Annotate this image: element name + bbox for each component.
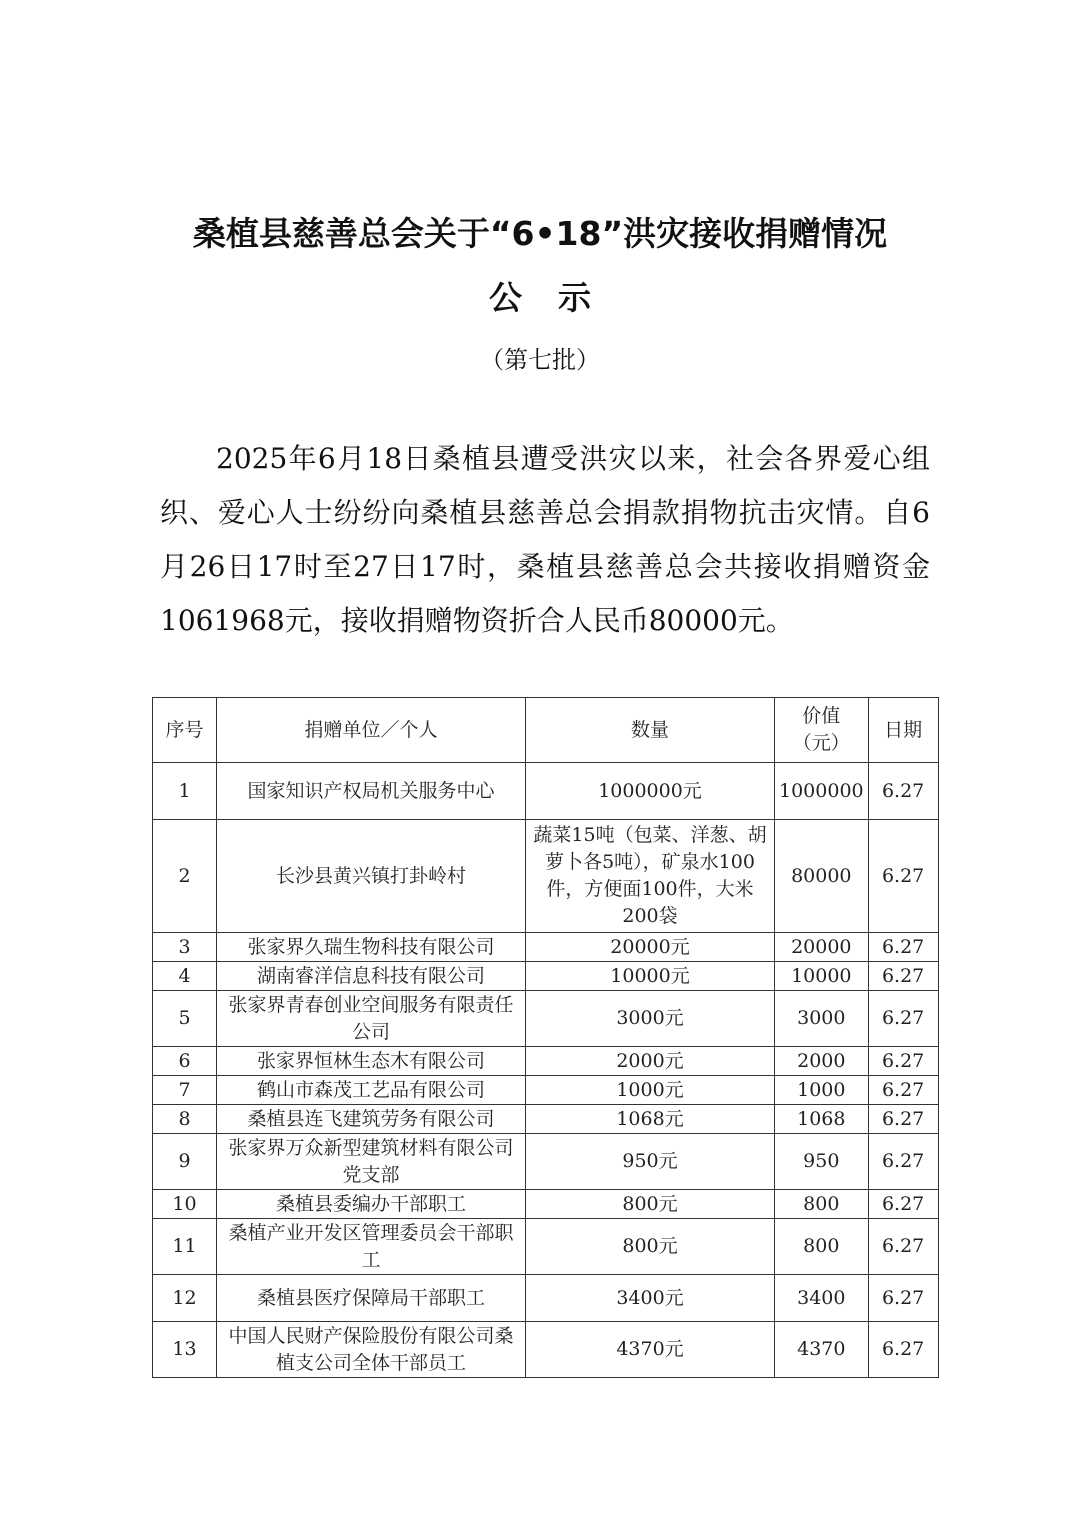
table-row bbox=[153, 1076, 939, 1105]
row-date: 6.27 bbox=[868, 1219, 938, 1275]
table-row bbox=[153, 763, 939, 820]
row-quantity: 4370元 bbox=[526, 1322, 775, 1378]
row-quantity: 10000元 bbox=[526, 962, 775, 991]
row-date: 6.27 bbox=[868, 1190, 938, 1219]
row-donor: 国家知识产权局机关服务中心 bbox=[217, 763, 526, 820]
row-donor: 桑植县医疗保障局干部职工 bbox=[217, 1275, 526, 1322]
row-quantity: 800元 bbox=[526, 1190, 775, 1219]
row-value: 10000 bbox=[775, 962, 869, 991]
row-index: 9 bbox=[153, 1134, 217, 1190]
row-value: 3400 bbox=[775, 1275, 869, 1322]
row-quantity: 3000元 bbox=[526, 991, 775, 1047]
row-value: 800 bbox=[775, 1190, 869, 1219]
row-quantity: 800元 bbox=[526, 1219, 775, 1275]
row-index: 6 bbox=[153, 1047, 217, 1076]
row-value: 3000 bbox=[775, 991, 869, 1047]
row-donor: 桑植县连飞建筑劳务有限公司 bbox=[217, 1105, 526, 1134]
table-row bbox=[153, 962, 939, 991]
row-quantity: 1000000元 bbox=[526, 763, 775, 820]
row-date: 6.27 bbox=[868, 991, 938, 1047]
row-donor: 张家界万众新型建筑材料有限公司党支部 bbox=[217, 1134, 526, 1190]
row-index: 1 bbox=[153, 763, 217, 820]
table-header-row bbox=[153, 698, 939, 763]
row-value: 1000000 bbox=[775, 763, 869, 820]
row-date: 6.27 bbox=[868, 1076, 938, 1105]
row-value: 1000 bbox=[775, 1076, 869, 1105]
table-row bbox=[153, 1105, 939, 1134]
row-value: 80000 bbox=[775, 820, 869, 933]
row-date: 6.27 bbox=[868, 1047, 938, 1076]
row-value: 1068 bbox=[775, 1105, 869, 1134]
row-index: 4 bbox=[153, 962, 217, 991]
row-index: 7 bbox=[153, 1076, 217, 1105]
row-value: 20000 bbox=[775, 933, 869, 962]
row-index: 8 bbox=[153, 1105, 217, 1134]
table-row bbox=[153, 1322, 939, 1378]
row-date: 6.27 bbox=[868, 962, 938, 991]
row-quantity: 950元 bbox=[526, 1134, 775, 1190]
table-row bbox=[153, 1275, 939, 1322]
row-date: 6.27 bbox=[868, 933, 938, 962]
row-donor: 桑植产业开发区管理委员会干部职工 bbox=[217, 1219, 526, 1275]
row-index: 3 bbox=[153, 933, 217, 962]
row-quantity: 20000元 bbox=[526, 933, 775, 962]
table-row bbox=[153, 820, 939, 933]
row-index: 11 bbox=[153, 1219, 217, 1275]
table-row bbox=[153, 1219, 939, 1275]
row-donor: 桑植县委编办干部职工 bbox=[217, 1190, 526, 1219]
header-donor: 捐赠单位／个人 bbox=[217, 698, 526, 763]
table-row bbox=[153, 991, 939, 1047]
header-date: 日期 bbox=[868, 698, 938, 763]
row-index: 5 bbox=[153, 991, 217, 1047]
row-value: 950 bbox=[775, 1134, 869, 1190]
batch-label: （第七批） bbox=[480, 346, 600, 374]
row-donor: 长沙县黄兴镇打卦岭村 bbox=[217, 820, 526, 933]
row-index: 12 bbox=[153, 1275, 217, 1322]
row-value: 800 bbox=[775, 1219, 869, 1275]
row-quantity: 蔬菜15吨（包菜、洋葱、胡萝卜各5吨），矿泉水100件，方便面100件，大米200袋 bbox=[526, 820, 775, 933]
table-row bbox=[153, 933, 939, 962]
row-date: 6.27 bbox=[868, 1134, 938, 1190]
document-title: 桑植县慈善总会关于“6•18”洪灾接收捐赠情况 bbox=[192, 214, 888, 253]
row-donor: 鹤山市森茂工艺品有限公司 bbox=[217, 1076, 526, 1105]
row-date: 6.27 bbox=[868, 1322, 938, 1378]
row-index: 13 bbox=[153, 1322, 217, 1378]
row-donor: 中国人民财产保险股份有限公司桑植支公司全体干部员工 bbox=[217, 1322, 526, 1378]
header-quantity: 数量 bbox=[526, 698, 775, 763]
table-row bbox=[153, 1134, 939, 1190]
document-title-notice: 公示 bbox=[489, 278, 627, 317]
row-quantity: 2000元 bbox=[526, 1047, 775, 1076]
row-date: 6.27 bbox=[868, 1105, 938, 1134]
row-value: 2000 bbox=[775, 1047, 869, 1076]
header-value: 价值（元） bbox=[775, 698, 869, 763]
row-quantity: 1068元 bbox=[526, 1105, 775, 1134]
row-date: 6.27 bbox=[868, 1275, 938, 1322]
donation-table bbox=[152, 697, 939, 1378]
header-index: 序号 bbox=[153, 698, 217, 763]
table-row bbox=[153, 1047, 939, 1076]
row-quantity: 1000元 bbox=[526, 1076, 775, 1105]
row-quantity: 3400元 bbox=[526, 1275, 775, 1322]
row-donor: 张家界恒林生态木有限公司 bbox=[217, 1047, 526, 1076]
row-index: 10 bbox=[153, 1190, 217, 1219]
intro-paragraph: 2025年6月18日桑植县遭受洪灾以来，社会各界爱心组织、爱心人士纷纷向桑植县慈善总会捐款捐物抗击灾情。自6月26日17时至27日17时，桑植县慈善总会共接收捐赠资金1061968元，接收捐赠物资折合人民币80000元。 bbox=[160, 442, 930, 637]
row-donor: 湖南睿洋信息科技有限公司 bbox=[217, 962, 526, 991]
row-value: 4370 bbox=[775, 1322, 869, 1378]
table-row bbox=[153, 1190, 939, 1219]
row-date: 6.27 bbox=[868, 763, 938, 820]
row-date: 6.27 bbox=[868, 820, 938, 933]
row-index: 2 bbox=[153, 820, 217, 933]
row-donor: 张家界青春创业空间服务有限责任公司 bbox=[217, 991, 526, 1047]
row-donor: 张家界久瑞生物科技有限公司 bbox=[217, 933, 526, 962]
